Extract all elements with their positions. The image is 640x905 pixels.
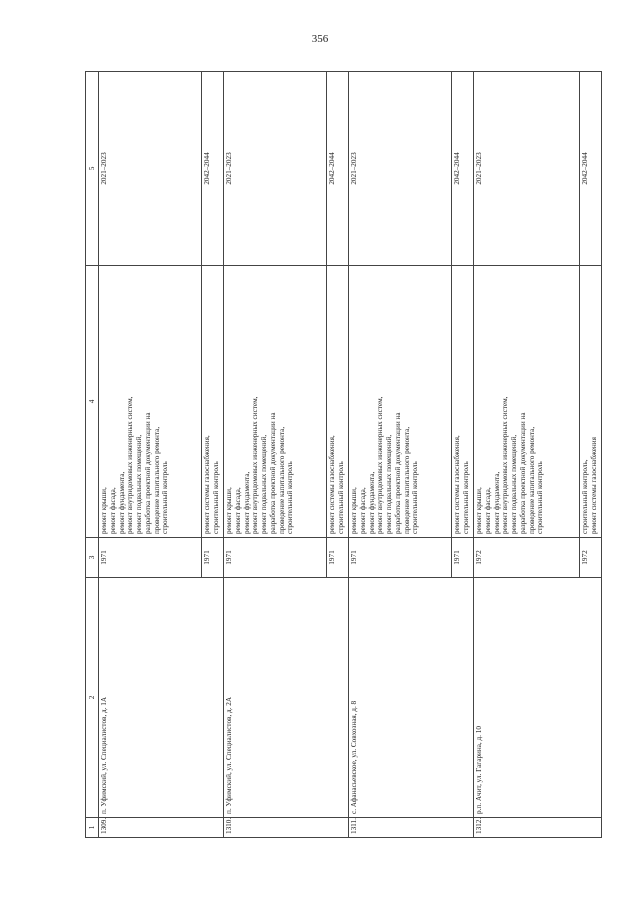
page-number: 356: [311, 33, 329, 45]
work-item: ремонт внутридомовых инженерных систем,: [376, 396, 385, 534]
year-cell: 1972: [474, 538, 580, 578]
period-cell: 2021–2023: [349, 72, 452, 266]
work-item: строительный контроль: [536, 461, 545, 534]
work-item: разработка проектной документации на: [393, 412, 402, 534]
row-number-cell: 1310.: [224, 818, 349, 838]
works-cell: [580, 266, 602, 538]
work-item: ремонт фасада,: [358, 487, 367, 534]
work-item: ремонт системы газоснабжения: [589, 437, 598, 534]
header-col-1: 1: [86, 818, 99, 838]
table-row: [224, 72, 327, 838]
work-item: ремонт фундамента,: [242, 471, 251, 534]
work-item: разработка проектной документации на: [518, 412, 527, 534]
work-item: проведение капитального ремонта,: [402, 426, 411, 534]
works-cell: [202, 266, 224, 538]
period-cell: 2021–2023: [474, 72, 580, 266]
works-cell: [452, 266, 474, 538]
work-item: ремонт подвальных помещений,: [385, 434, 394, 534]
row-number-cell: 1309.: [99, 818, 224, 838]
work-item: ремонт подвальных помещений,: [510, 434, 519, 534]
work-item: ремонт крыши,: [475, 487, 483, 534]
work-item: разработка проектной документации на: [268, 412, 277, 534]
work-item: ремонт внутридомовых инженерных систем,: [126, 396, 135, 534]
work-item: ремонт внутридомовых инженерных систем,: [251, 396, 260, 534]
period-cell: 2042–2044: [580, 72, 602, 266]
work-item: ремонт системы газоснабжения,: [203, 435, 211, 534]
works-cell: [99, 266, 202, 538]
period-cell: 2021–2023: [224, 72, 327, 266]
period-cell: 2021–2023: [99, 72, 202, 266]
work-item: строительный контроль,: [581, 459, 589, 534]
works-cell: [224, 266, 327, 538]
work-item: проведение капитального ремонта,: [527, 426, 536, 534]
address-cell: п. Уфимский, ул. Специалистов, д. 1А: [99, 578, 224, 818]
work-item: ремонт подвальных помещений,: [260, 434, 269, 534]
year-cell: 1971: [349, 538, 452, 578]
period-cell: 2042–2044: [327, 72, 349, 266]
address-cell: р.п. Ачит, ул. Гагарина, д. 10: [474, 578, 602, 818]
work-item: ремонт фасада,: [108, 487, 117, 534]
year-cell: 1971: [327, 538, 349, 578]
work-item: проведение капитального ремонта,: [152, 426, 161, 534]
table-row: [474, 72, 580, 838]
year-cell: 1971: [452, 538, 474, 578]
table-body: [99, 72, 602, 838]
work-item: ремонт системы газоснабжения,: [328, 435, 336, 534]
work-item: ремонт подвальных помещений,: [135, 434, 144, 534]
period-cell: 2042–2044: [452, 72, 474, 266]
work-item: ремонт крыши,: [225, 487, 233, 534]
year-cell: 1972: [580, 538, 602, 578]
rotated-table-wrapper: [85, 72, 600, 838]
table-header-row: [86, 72, 99, 838]
header-col-4: 4: [86, 266, 99, 538]
work-item: проведение капитального ремонта,: [277, 426, 286, 534]
address-cell: с. Афанасьевское, ул. Совхозная, д. 8: [349, 578, 474, 818]
work-item: строительный контроль: [461, 461, 470, 534]
header-col-3: 3: [86, 538, 99, 578]
header-col-5: 5: [86, 72, 99, 266]
table-row: [349, 72, 452, 838]
work-item: ремонт системы газоснабжения,: [453, 435, 461, 534]
year-cell: 1971: [99, 538, 202, 578]
year-cell: 1971: [224, 538, 327, 578]
period-cell: 2042–2044: [202, 72, 224, 266]
work-item: строительный контроль: [286, 461, 295, 534]
work-item: строительный контроль: [161, 461, 170, 534]
work-item: ремонт фасада,: [233, 487, 242, 534]
row-number-cell: 1312.: [474, 818, 602, 838]
work-item: ремонт крыши,: [350, 487, 358, 534]
repair-schedule-table: [85, 71, 602, 838]
work-item: ремонт фундамента,: [492, 471, 501, 534]
work-item: строительный контроль: [211, 461, 220, 534]
works-cell: [349, 266, 452, 538]
address-cell: п. Уфимский, ул. Специалистов, д. 2А: [224, 578, 349, 818]
work-item: ремонт крыши,: [100, 487, 108, 534]
work-item: разработка проектной документации на: [143, 412, 152, 534]
work-item: ремонт фундамента,: [367, 471, 376, 534]
work-item: ремонт фасада,: [483, 487, 492, 534]
work-item: строительный контроль: [411, 461, 420, 534]
work-item: строительный контроль: [336, 461, 345, 534]
row-number-cell: 1311.: [349, 818, 474, 838]
works-cell: [327, 266, 349, 538]
works-cell: [474, 266, 580, 538]
year-cell: 1971: [202, 538, 224, 578]
table-row: [99, 72, 202, 838]
work-item: ремонт фундамента,: [117, 471, 126, 534]
work-item: ремонт внутридомовых инженерных систем,: [501, 396, 510, 534]
header-col-2: 2: [86, 578, 99, 818]
